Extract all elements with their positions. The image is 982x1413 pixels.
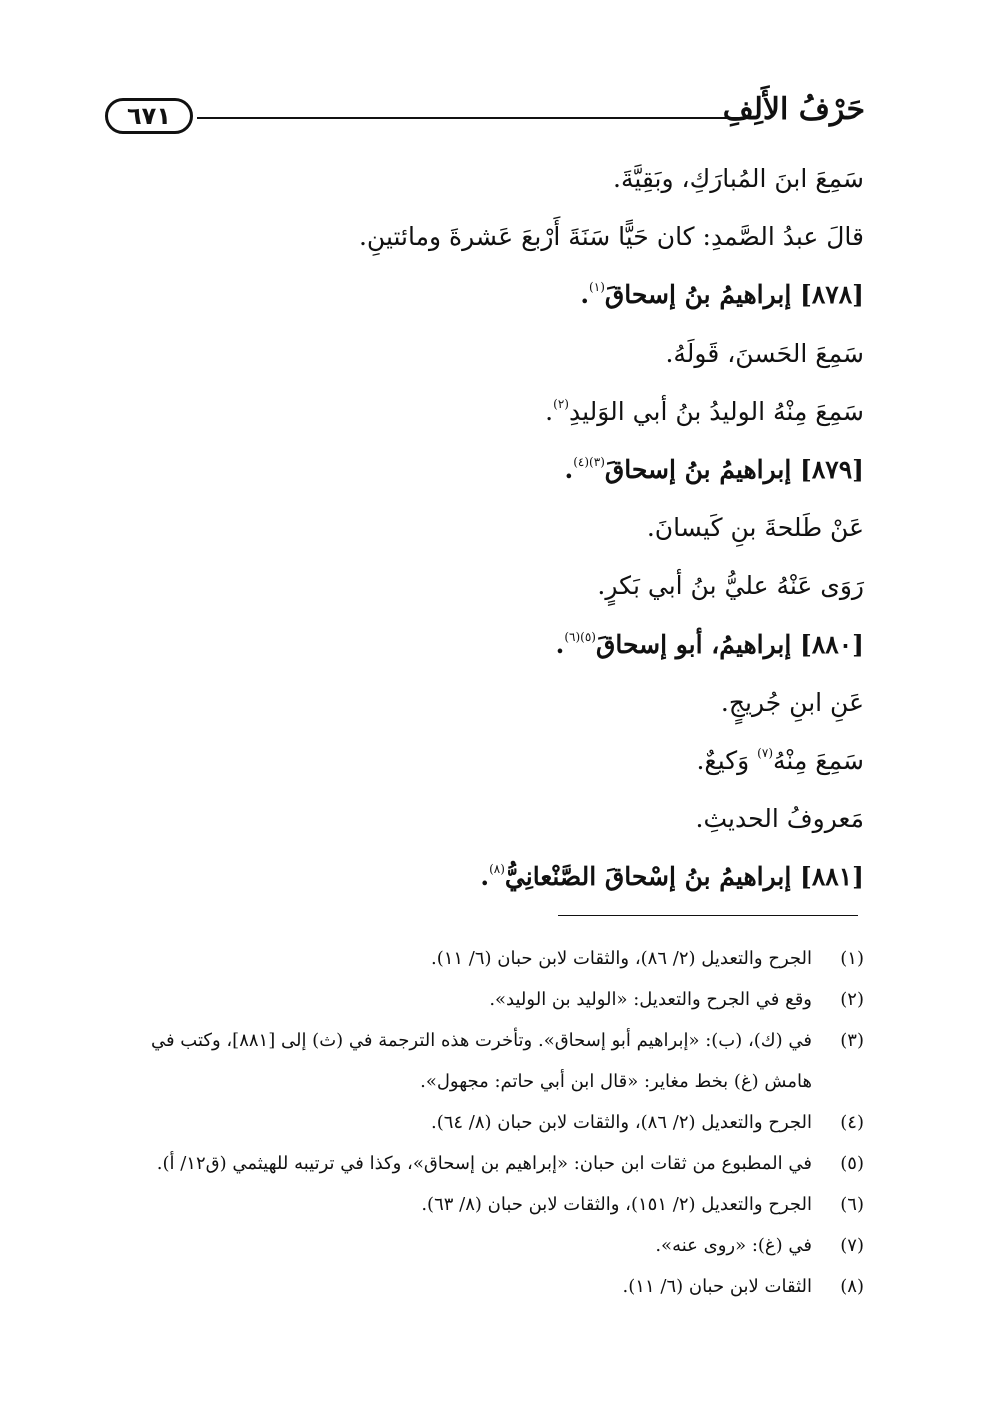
entry-heading-881: [٨٨١] إبراهيمُ بنُ إسْحاقَ الصَّنْعانِيُّ$^{(٨)}$. xyxy=(480,862,864,892)
body-line: سَمِعَ الحَسنَ، قَولَهُ. xyxy=(665,338,864,368)
footnote-text: الثقات لابن حبان (٦/ ١١). xyxy=(622,1276,812,1297)
page-number-badge xyxy=(105,98,193,134)
footnote-number: (٤) xyxy=(840,1112,864,1133)
footnote-number: (٨) xyxy=(840,1276,864,1297)
footnote-text: الجرح والتعديل (٢/ ١٥١)، والثقات لابن حبان (٨/ ٦٣). xyxy=(421,1194,812,1215)
footnotes xyxy=(104,938,864,1307)
footnote xyxy=(104,1225,864,1266)
footnote-ref: (٢) xyxy=(553,396,569,411)
footnote-text: في (غ): «روى عنه». xyxy=(655,1235,812,1256)
footnote-ref: (٨) xyxy=(489,862,505,877)
body-line: سَمِعَ مِنْهُ$^{(٧)}$ وَكيعٌ. xyxy=(696,745,864,775)
entry-heading-879: [٨٧٩] إبراهيمُ بنُ إسحاقَ$^{(٣)(٤)}$. xyxy=(564,454,864,484)
body-line: مَعروفُ الحديثِ. xyxy=(695,804,864,834)
footnote-text: في المطبوع من ثقات ابن حبان: «إبراهيم بن إسحاق»، وكذا في ترتيبه للهيثمي (ق١٢/ أ). xyxy=(156,1153,812,1174)
header-rule xyxy=(197,117,755,119)
chapter-title: حَرْفُ الأَلِفِ xyxy=(722,92,865,127)
footnote-number: (٧) xyxy=(840,1235,864,1256)
footnote-ref: (٥)(٦) xyxy=(564,629,596,644)
footnote-text: وقع في الجرح والتعديل: «الوليد بن الوليد». xyxy=(489,989,812,1010)
footnote xyxy=(104,979,864,1020)
footnote-ref: (١) xyxy=(589,280,605,295)
footnote-text: الجرح والتعديل (٢/ ٨٦)، والثقات لابن حبان (٨/ ٦٤). xyxy=(430,1112,812,1133)
footnote-number: (١) xyxy=(840,948,864,969)
footnote xyxy=(104,1020,864,1102)
footnote xyxy=(104,1184,864,1225)
footnote xyxy=(104,1143,864,1184)
entry-heading-880: [٨٨٠] إبراهيمُ، أبو إسحاقَ$^{(٥)(٦)}$. xyxy=(555,629,864,659)
page-header xyxy=(105,92,865,142)
body-line: سَمِعَ ابنَ المُبارَكِ، وبَقِيَّةَ. xyxy=(613,164,864,193)
footnote-number: (٦) xyxy=(840,1194,864,1215)
footnote xyxy=(104,938,864,979)
footnote-number: (٣) xyxy=(840,1030,864,1051)
footnote-ref: (٣)(٤) xyxy=(573,454,605,469)
main-text xyxy=(144,150,864,906)
body-line: عَنْ طَلحةَ بنِ كَيسانَ. xyxy=(646,513,864,543)
entry-heading-878: [٨٧٨] إبراهيمُ بنُ إسحاقَ$^{(١)}$. xyxy=(580,280,864,310)
footnote-number: (٥) xyxy=(840,1153,864,1174)
body-line: سَمِعَ مِنْهُ الوليدُ بنُ أبي الوَليدِ$^{(٢)}$. xyxy=(545,396,864,426)
body-line: قالَ عبدُ الصَّمدِ: كان حَيًّا سَنَةَ أَرْبعَ عَشرةَ ومائتينِ. xyxy=(358,222,864,252)
page-number: ٦٧١ xyxy=(127,102,171,130)
footnote-number: (٢) xyxy=(840,989,864,1010)
footnote-ref: (٧) xyxy=(757,745,773,760)
footnote xyxy=(104,1102,864,1143)
footnote xyxy=(104,1266,864,1307)
body-line: عَنِ ابنِ جُريجٍ. xyxy=(720,687,864,717)
footnote-separator xyxy=(558,915,858,916)
footnote-text: الجرح والتعديل (٢/ ٨٦)، والثقات لابن حبان (٦/ ١١). xyxy=(430,948,812,969)
body-line: رَوَى عَنْهُ عليُّ بنُ أبي بَكرٍ. xyxy=(597,571,864,601)
footnote-text: في (ك)، (ب): «إبراهيم أبو إسحاق». وتأخرت هذه الترجمة في (ث) إلى [٨٨١]، وكتب في هامش (غ) بخط مغاير: «قال ابن أبي حاتم: مجهول». xyxy=(150,1030,812,1092)
